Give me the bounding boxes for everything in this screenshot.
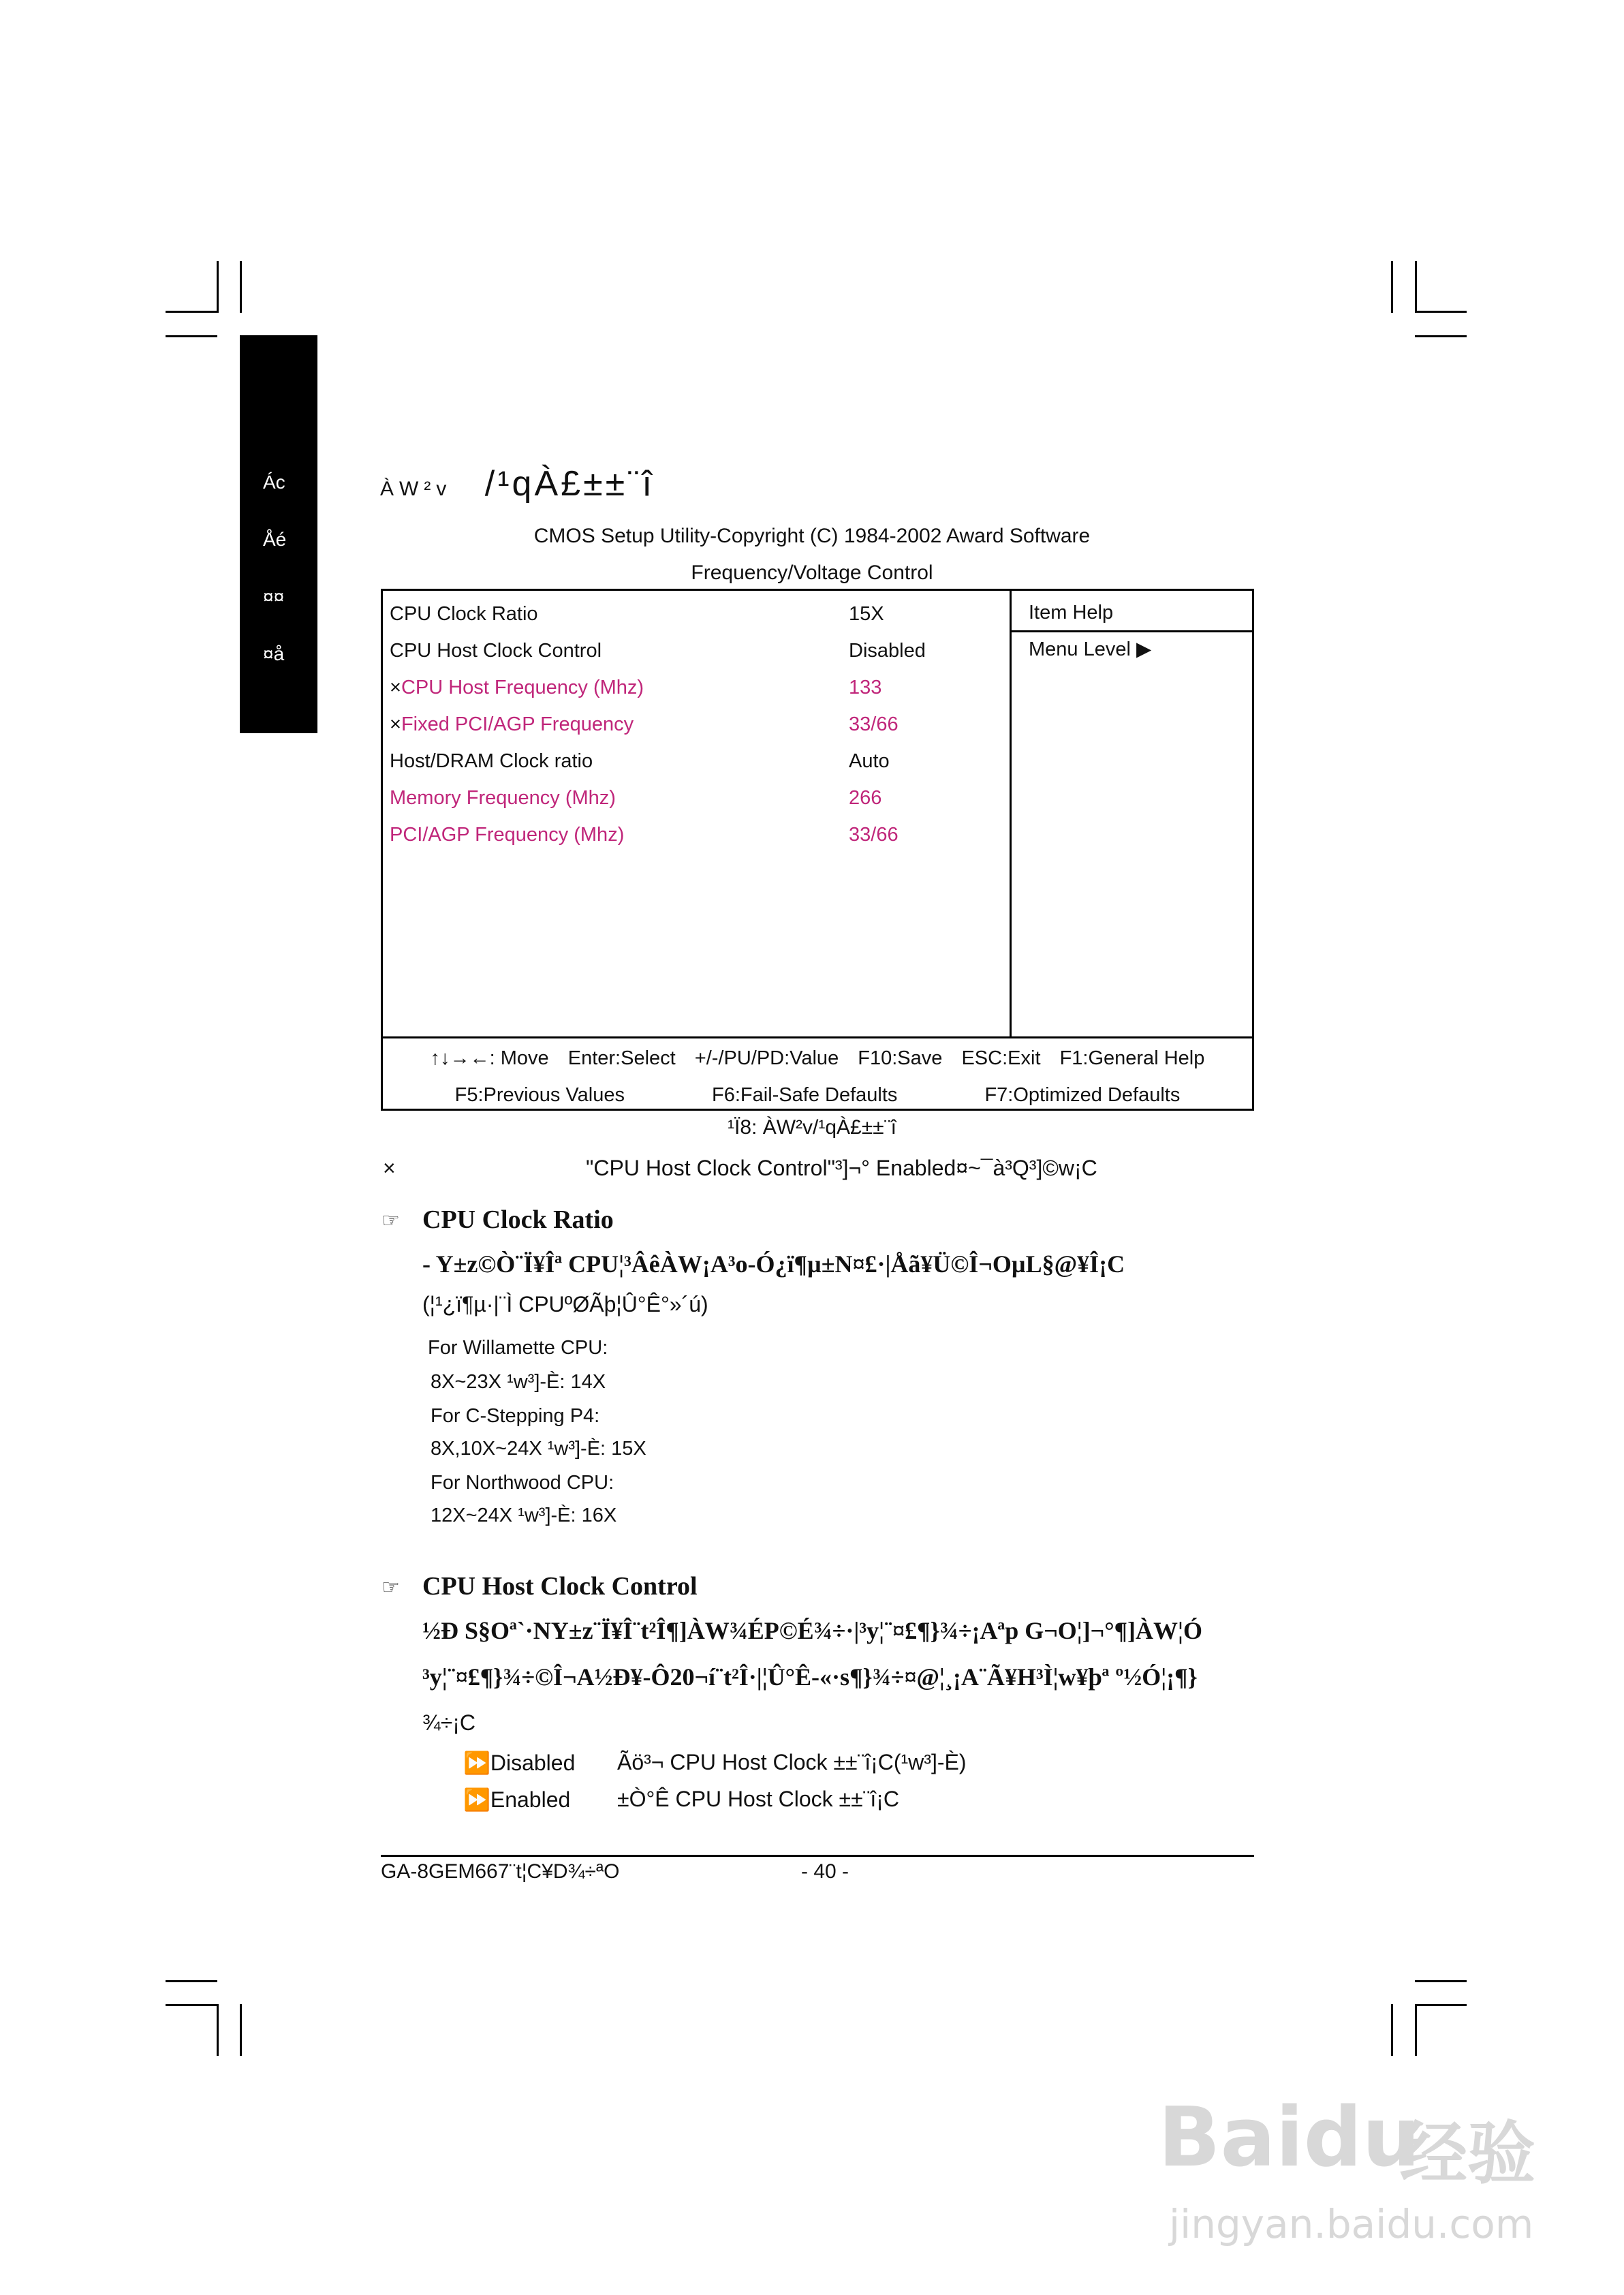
row-value: 133 [849,677,882,698]
crop-mark [1415,2004,1417,2056]
crop-mark [1415,261,1417,313]
section-text: - Y±z©Ò¨Ï¥Îª CPU¦³ÂêÀW¡A³o-Ó¿ï¶µ±N¤£·|Åã¥Ü©Î¬OµL§@¥Î¡C [422,1250,1125,1278]
option-item [463,1787,570,1813]
side-tab-char: ¤¤ [263,586,285,607]
bios-key-help-line1 [383,1047,1252,1070]
side-tab-char: ¤å [263,643,285,664]
key-hint: +/-/PU/PD:Value [694,1047,839,1069]
detail-line: For Northwood CPU: [431,1472,614,1494]
pointing-hand-icon: ☞ [381,1210,400,1232]
detail-line: 8X,10X~24X ¹w³]-È: 15X [431,1438,646,1460]
detail-line: For C-Stepping P4: [431,1405,600,1427]
crop-mark [166,1980,217,1982]
key-hint: ESC:Exit [961,1047,1041,1069]
row-label: CPU Host Clock Control [390,640,602,662]
pointing-hand-icon: ☞ [381,1576,400,1599]
divider [1012,630,1254,632]
section-text: ¾÷¡C [422,1710,476,1735]
key-hint: ↑↓→←: Move [430,1047,549,1069]
bios-row-host-dram-ratio[interactable] [390,750,1003,777]
row-label: PCI/AGP Frequency (Mhz) [390,824,625,846]
row-value: 266 [849,787,882,809]
item-help-title: Item Help [1029,602,1114,623]
crop-mark [166,335,217,337]
key-hint: Enter:Select [567,1047,676,1069]
watermark-url: jingyan.baidu.com [1169,2201,1534,2247]
row-value: Disabled [849,640,926,662]
key-hint: F7:Optimized Defaults [984,1084,1181,1106]
row-label: Host/DRAM Clock ratio [390,750,593,772]
row-value: 15X [849,603,884,625]
row-value: 33/66 [849,713,899,735]
divider [383,1036,1252,1038]
option-name: Disabled [490,1751,576,1775]
crop-mark [1415,311,1467,313]
detail-line: 8X~23X ¹w³]-È: 14X [431,1371,606,1393]
figure-caption: ¹Ï8: ÀW²v/¹qÀ£±±¨î [728,1116,896,1139]
crop-mark [166,2004,217,2006]
side-tab-char: Ác [263,472,285,493]
key-hint: F10:Save [858,1047,943,1069]
crop-mark [1415,1980,1467,1982]
detail-line: For Willamette CPU: [428,1337,608,1359]
crop-mark [217,261,219,313]
row-label: CPU Clock Ratio [390,603,538,625]
bios-row-pci-agp-frequency[interactable] [390,824,1003,851]
option-item [463,1750,575,1776]
crop-mark [1391,2004,1393,2056]
option-desc: Ãö³¬ CPU Host Clock ±±¨î¡C(¹w³]-È) [617,1750,967,1774]
section-title: CPU Host Clock Control [422,1572,698,1601]
section-text: (¦¹¿ï¶µ·|¨Ì CPUºØÃþ¦Û°Ê°»´ú) [422,1292,708,1316]
footer-model: GA-8GEM667¨t¦C¥D¾÷ªO [381,1860,620,1883]
footer-rule [381,1855,1254,1857]
bios-subtitle: Frequency/Voltage Control [691,561,933,584]
bios-screen [381,589,1254,1111]
section-text: ³y¦¨¤£¶}¾÷©Î¬A½Ð¥-Ô20¬í¨t²Î·|¦Û°Ê-«·s¶}¾÷¤@¦¸¡A¨Ã¥H³Ì¦w¥þª º½Ó¦¡¶} [422,1663,1198,1691]
menu-level: Menu Level ▶ [1029,638,1152,660]
page-number: - 40 - [801,1860,849,1883]
disabled-mark: × [390,677,401,698]
crop-mark [217,2004,219,2056]
crop-mark [1415,2004,1467,2006]
double-arrow-icon: ⏩ [463,1751,490,1775]
option-name: Enabled [490,1787,571,1812]
crop-mark [1415,335,1467,337]
disabled-mark: × [390,713,401,735]
note-text: "CPU Host Clock Control"³]¬° Enabled¤~¯à³Q³]©w¡C [586,1156,1097,1180]
bios-key-help-line2 [383,1084,1252,1107]
section-text: ½Ð S§Oª`·NY±z¨Ï¥Î¨t²Î¶]ÀW¾ÉP©É¾÷·|³y¦¨¤£¶}¾÷¡Aªp G¬O¦]¬°¶]ÀW¦Ó [422,1617,1202,1644]
row-label: Memory Frequency (Mhz) [390,787,616,809]
heading-small: ÀW²v [380,478,452,500]
row-label: CPU Host Frequency (Mhz) [401,677,644,698]
crop-mark [240,261,242,313]
detail-line: 12X~24X ¹w³]-È: 16X [431,1505,617,1526]
bios-row-cpu-host-frequency[interactable] [390,677,1003,704]
crop-mark [166,311,217,313]
bios-row-fixed-pci-agp[interactable] [390,713,1003,741]
section-title: CPU Clock Ratio [422,1205,614,1234]
row-value: 33/66 [849,824,899,846]
row-value: Auto [849,750,890,772]
bios-row-cpu-clock-ratio[interactable] [390,603,1003,630]
crop-mark [240,2004,242,2056]
watermark-cn: 经验 [1399,2114,1535,2193]
bios-row-memory-frequency[interactable] [390,787,1003,814]
double-arrow-icon: ⏩ [463,1787,490,1812]
section-heading [380,463,655,504]
key-hint: F5:Previous Values [454,1084,625,1106]
heading-large: /¹qÀ£±±¨î [484,464,655,504]
bios-row-cpu-host-clock-control[interactable] [390,640,1003,667]
key-hint: F6:Fail-Safe Defaults [712,1084,898,1106]
key-hint: F1:General Help [1059,1047,1205,1069]
crop-mark [1391,261,1393,313]
bios-copyright: CMOS Setup Utility-Copyright (C) 1984-2002 Award Software [533,525,1091,547]
side-tab-char: Åé [263,529,287,550]
note-mark: × [383,1156,396,1180]
divider [1010,591,1012,1038]
row-label: Fixed PCI/AGP Frequency [401,713,634,735]
option-desc: ±Ò°Ê CPU Host Clock ±±¨î¡C [617,1787,899,1811]
baidu-logo: Baidu [1158,2091,1420,2185]
